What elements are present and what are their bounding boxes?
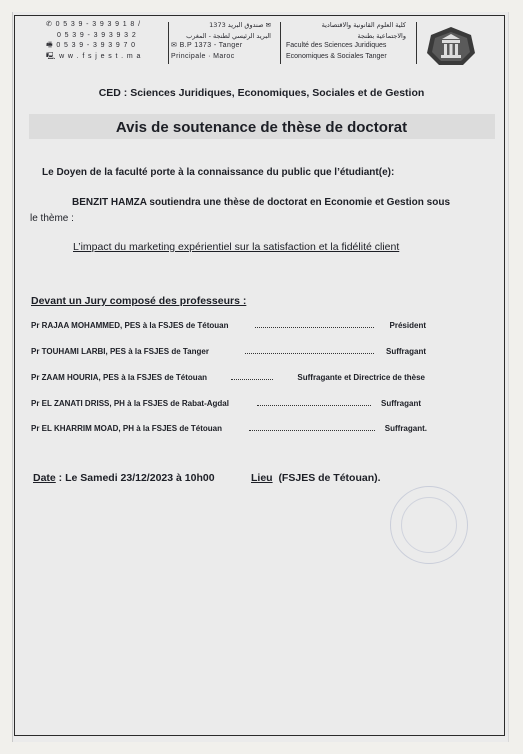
fax-line: 🖷 0 5 3 9 - 3 9 3 9 7 0 xyxy=(46,42,136,49)
page-title: Avis de soutenance de thèse de doctorat xyxy=(115,119,408,136)
date-value: : Le Samedi 23/12/2023 à 10h00 xyxy=(55,472,215,484)
faculty-arabic: والاجتماعية بطنجة xyxy=(357,31,406,40)
jury-row xyxy=(31,347,426,361)
phone-line: ✆ 0 5 3 9 - 3 9 3 9 1 8 / xyxy=(46,21,141,28)
contact-block xyxy=(46,20,141,62)
jury-row xyxy=(31,399,421,413)
leader-dots xyxy=(231,379,273,380)
jury-member-role: Suffragant xyxy=(381,399,421,408)
lieu-value: (FSJES de Tétouan). xyxy=(278,472,381,484)
letterhead xyxy=(22,20,501,78)
faculty-french: Faculté des Sciences Juridiques xyxy=(286,42,387,49)
leader-dots xyxy=(257,405,371,406)
university-logo-icon xyxy=(426,26,476,66)
jury-member-role: Suffragant. xyxy=(384,424,427,433)
header-divider xyxy=(168,22,169,64)
faded-stamp xyxy=(390,486,468,564)
faculty-french: Economiques & Sociales Tanger xyxy=(286,52,387,60)
theme-label: le thème : xyxy=(30,213,74,224)
location-line xyxy=(251,472,381,484)
jury-member-name: Pr TOUHAMI LARBI, PES à la FSJES de Tanger xyxy=(31,347,209,356)
postal-block xyxy=(171,20,271,62)
postal-arabic: صندوق البريد 1373 ✉ xyxy=(209,21,271,29)
candidate-text xyxy=(72,197,450,208)
postal-french: ✉ B.P 1373 - Tanger xyxy=(171,42,243,49)
postal-french: Principale · Maroc xyxy=(171,52,235,60)
ced-line: CED : Sciences Juridiques, Economiques, Sociales et de Gestion xyxy=(98,87,425,99)
header-divider xyxy=(416,22,417,64)
leader-dots xyxy=(249,430,375,431)
candidate-line: BENZIT HAMZA soutiendra une thèse de doctorat en Economie et Gestion sous xyxy=(72,197,451,208)
jury-row xyxy=(31,424,427,438)
jury-member-name: Pr RAJAA MOHAMMED, PES à la FSJES de Tétouan xyxy=(31,321,229,330)
jury-member-name: Pr EL KHARRIM MOAD, PH à la FSJES de Tétouan xyxy=(31,424,222,433)
date-label: Date xyxy=(33,472,56,484)
jury-heading: Devant un Jury composé des professeurs : xyxy=(31,295,247,307)
website-line: 🖳 w w . f s j e s t . m a xyxy=(46,52,142,60)
jury-member-name: Pr ZAAM HOURIA, PES à la FSJES de Tétouan xyxy=(31,373,208,382)
faculty-arabic: كلية العلوم القانونية والاقتصادية xyxy=(321,21,406,29)
leader-dots xyxy=(245,353,374,354)
phone-line: 0 5 3 9 - 3 9 3 9 3 2 xyxy=(57,31,137,39)
jury-member-role: Suffragant xyxy=(386,347,426,356)
postal-arabic: البريد الرئيسي لطنجة - المغرب xyxy=(186,31,271,40)
jury-row xyxy=(31,373,425,387)
header-divider xyxy=(280,22,281,64)
jury-member-role: Président xyxy=(389,321,426,330)
jury-row xyxy=(31,321,426,335)
jury-member-name: Pr EL ZANATI DRISS, PH à la FSJES de Rabat-Agdal xyxy=(31,399,229,408)
jury-member-role: Suffragante et Directrice de thèse xyxy=(297,373,425,382)
leader-dots xyxy=(255,327,374,328)
lieu-label: Lieu xyxy=(251,472,273,484)
thesis-theme: L’impact du marketing expérientiel sur la satisfaction et la fidélité client xyxy=(73,241,400,253)
intro-text: Le Doyen de la faculté porte à la connaissance du public que l’étudiant(e): xyxy=(42,167,395,178)
date-line xyxy=(33,472,215,484)
faculty-block xyxy=(286,20,406,62)
